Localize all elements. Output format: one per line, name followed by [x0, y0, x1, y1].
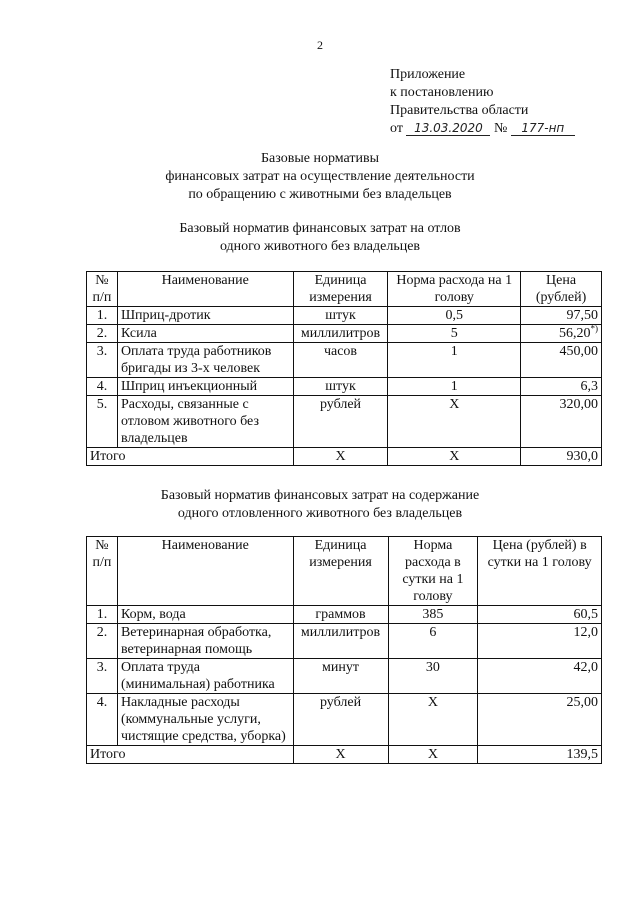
table2-header-unit: Единица измерения — [293, 537, 388, 606]
row-unit: штук — [293, 307, 388, 325]
row-norm: 30 — [388, 659, 478, 694]
row-name: Ксила — [117, 325, 293, 343]
row-unit: миллилитров — [293, 624, 388, 659]
row-price: 97,50 — [521, 307, 602, 325]
table-row — [87, 396, 602, 448]
row-price: 25,00 — [478, 694, 602, 746]
table-row — [87, 694, 602, 746]
table2-title — [0, 487, 640, 523]
row-name: Шприц инъекционный — [117, 378, 293, 396]
row-number: 4. — [87, 378, 118, 396]
row-name: Оплата труда работников бригады из 3-х человек — [117, 343, 293, 378]
table-row — [87, 659, 602, 694]
table2-total-row — [87, 746, 602, 764]
table1-title — [0, 220, 640, 256]
table1-header-unit: Единица измерения — [293, 272, 388, 307]
table2-header-row — [87, 537, 602, 606]
table-row — [87, 325, 602, 343]
handwritten-number: 177-нп — [511, 121, 575, 136]
date-prefix: от — [390, 121, 403, 136]
total-unit: X — [293, 746, 388, 764]
row-norm: 6 — [388, 624, 478, 659]
table1 — [86, 271, 602, 466]
total-label: Итого — [87, 746, 294, 764]
row-norm: 1 — [388, 378, 521, 396]
table1-header-row — [87, 272, 602, 307]
handwritten-date: 13.03.2020 — [406, 121, 490, 136]
table2-header-name: Наименование — [117, 537, 293, 606]
row-number: 5. — [87, 396, 118, 448]
row-name: Накладные расходы (коммунальные услуги, чистящие средства, уборка) — [117, 694, 293, 746]
total-norm: X — [388, 746, 478, 764]
table-row — [87, 378, 602, 396]
table-row — [87, 307, 602, 325]
price-value: 56,20 — [559, 326, 591, 341]
table1-total-row — [87, 448, 602, 466]
row-unit: штук — [293, 378, 388, 396]
table1-title-line-1: Базовый норматив финансовых затрат на отлов — [179, 221, 461, 236]
appendix-line-3: Правительства области — [390, 103, 529, 118]
total-price: 930,0 — [521, 448, 602, 466]
row-norm: X — [388, 396, 521, 448]
row-norm: 5 — [388, 325, 521, 343]
row-name: Ветеринарная обработка, ветеринарная помощь — [117, 624, 293, 659]
row-name: Корм, вода — [117, 606, 293, 624]
row-price: 12,0 — [478, 624, 602, 659]
table2-header-num: № п/п — [87, 537, 118, 606]
row-unit: рублей — [293, 396, 388, 448]
table1-header-price: Цена (рублей) — [521, 272, 602, 307]
row-number: 3. — [87, 659, 118, 694]
table2-title-line-2: одного отловленного животного без владельцев — [177, 506, 463, 521]
row-price: 6,3 — [521, 378, 602, 396]
table2-title-line-1: Базовый норматив финансовых затрат на содержание — [160, 488, 480, 503]
row-number: 3. — [87, 343, 118, 378]
table1-header-num: № п/п — [87, 272, 118, 307]
table2-header-norm: Норма расхода в сутки на 1 голову — [388, 537, 478, 606]
table-row — [87, 606, 602, 624]
table-row — [87, 343, 602, 378]
footnote-mark: *) — [590, 323, 598, 334]
row-unit: часов — [293, 343, 388, 378]
table-row — [87, 624, 602, 659]
row-number: 4. — [87, 694, 118, 746]
row-norm: 1 — [388, 343, 521, 378]
main-title-line-2: финансовых затрат на осуществление деятельности — [165, 169, 475, 184]
row-unit: рублей — [293, 694, 388, 746]
table1-header-name: Наименование — [117, 272, 293, 307]
row-price: 450,00 — [521, 343, 602, 378]
row-number: 1. — [87, 307, 118, 325]
appendix-block — [390, 66, 575, 138]
total-price: 139,5 — [478, 746, 602, 764]
table2 — [86, 536, 602, 764]
row-name: Шприц-дротик — [117, 307, 293, 325]
row-norm: 0,5 — [388, 307, 521, 325]
appendix-date-line — [390, 120, 575, 138]
row-price: 60,5 — [478, 606, 602, 624]
page-number: 2 — [317, 38, 323, 52]
row-price: 42,0 — [478, 659, 602, 694]
appendix-line-1: Приложение — [390, 67, 466, 82]
table2-header-price: Цена (рублей) в сутки на 1 голову — [478, 537, 602, 606]
number-prefix: № — [493, 121, 508, 136]
row-number: 1. — [87, 606, 118, 624]
row-name: Оплата труда (минимальная) работника — [117, 659, 293, 694]
table1-title-line-2: одного животного без владельцев — [219, 239, 421, 254]
row-norm: 385 — [388, 606, 478, 624]
row-price — [521, 325, 602, 343]
row-number: 2. — [87, 624, 118, 659]
row-name: Расходы, связанные с отловом животного без владельцев — [117, 396, 293, 448]
appendix-line-2: к постановлению — [390, 85, 494, 100]
row-unit: минут — [293, 659, 388, 694]
row-number: 2. — [87, 325, 118, 343]
row-price: 320,00 — [521, 396, 602, 448]
table1-header-norm: Норма расхода на 1 голову — [388, 272, 521, 307]
row-norm: X — [388, 694, 478, 746]
total-norm: X — [388, 448, 521, 466]
total-unit: X — [293, 448, 388, 466]
main-title-line-3: по обращению с животными без владельцев — [188, 187, 452, 202]
row-unit: миллилитров — [293, 325, 388, 343]
main-title-line-1: Базовые нормативы — [261, 151, 379, 166]
main-title — [0, 150, 640, 204]
total-label: Итого — [87, 448, 294, 466]
row-unit: граммов — [293, 606, 388, 624]
